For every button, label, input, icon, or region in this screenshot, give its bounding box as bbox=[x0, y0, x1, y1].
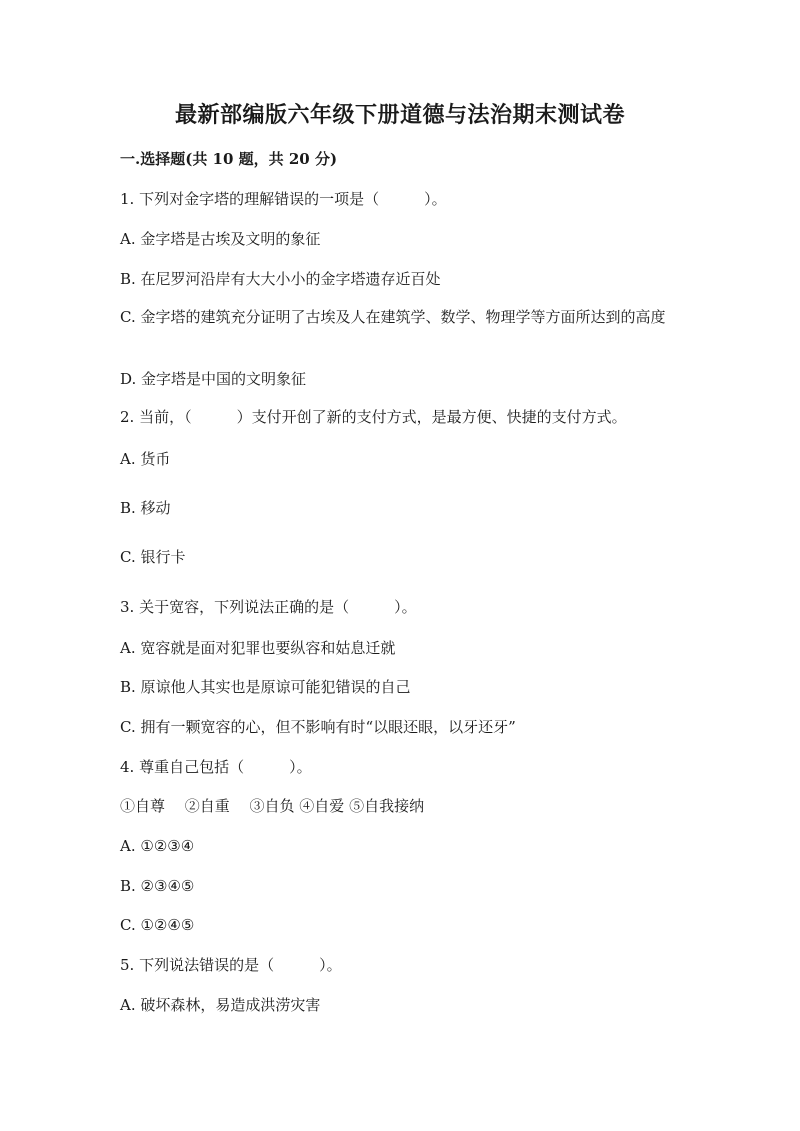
question-1-stem: 1. 下列对金字塔的理解错误的一项是（ ）。 bbox=[120, 190, 447, 208]
question-4-note: ①自尊 ②自重 ③自负 ④自爱 ⑤自我接纳 bbox=[120, 797, 425, 815]
document-title: 最新部编版六年级下册道德与法治期末测试卷 bbox=[174, 102, 625, 128]
question-1-option-d: D. 金字塔是中国的文明象征 bbox=[120, 370, 307, 388]
question-3-option-c: C. 拥有一颗宽容的心，但不影响有时“以眼还眼，以牙还牙” bbox=[120, 718, 516, 736]
question-4-option-c: C. ①②④⑤ bbox=[120, 916, 195, 934]
question-5-option-a: A. 破坏森林，易造成洪涝灾害 bbox=[120, 996, 321, 1014]
question-3-option-b: B. 原谅他人其实也是原谅可能犯错误的自己 bbox=[120, 678, 411, 696]
question-3-stem: 3. 关于宽容，下列说法正确的是（ ）。 bbox=[120, 598, 417, 616]
question-1-option-c: C. 金字塔的建筑充分证明了古埃及人在建筑学、数学、物理学等方面所达到的高度 bbox=[120, 308, 666, 326]
question-1-option-b: B. 在尼罗河沿岸有大大小小的金字塔遗存近百处 bbox=[120, 270, 441, 288]
section-heading: 一.选择题(共 10 题，共 20 分) bbox=[120, 150, 338, 168]
question-4-stem: 4. 尊重自己包括（ ）。 bbox=[120, 758, 312, 776]
question-2-option-b: B. 移动 bbox=[120, 499, 171, 517]
question-2-option-a: A. 货币 bbox=[120, 450, 171, 468]
question-3-option-a: A. 宽容就是面对犯罪也要纵容和姑息迁就 bbox=[120, 639, 396, 657]
question-2-stem: 2. 当前，（ ）支付开创了新的支付方式，是最方便、快捷的支付方式。 bbox=[120, 408, 627, 426]
question-4-option-b: B. ②③④⑤ bbox=[120, 877, 195, 895]
question-1-option-a: A. 金字塔是古埃及文明的象征 bbox=[120, 230, 321, 248]
question-4-option-a: A. ①②③④ bbox=[120, 837, 195, 855]
question-5-stem: 5. 下列说法错误的是（ ）。 bbox=[120, 956, 342, 974]
question-2-option-c: C. 银行卡 bbox=[120, 548, 186, 566]
